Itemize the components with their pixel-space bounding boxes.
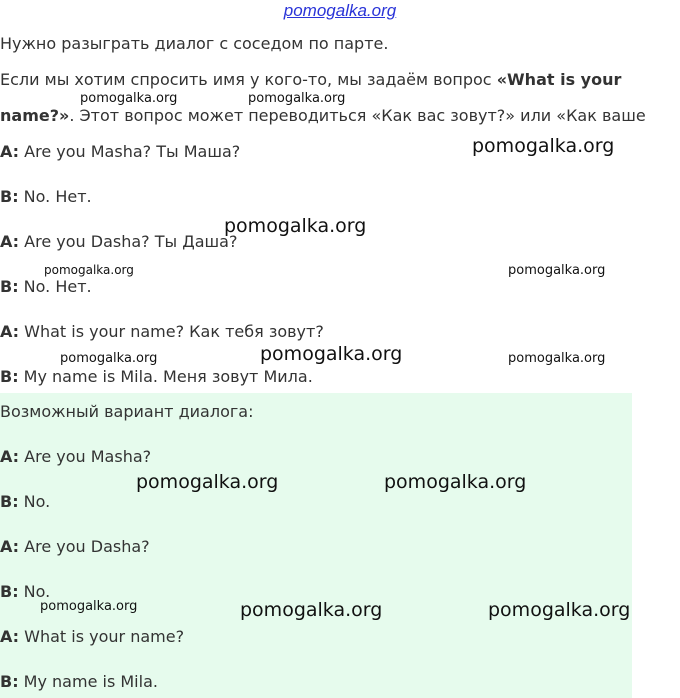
watermark: pomogalka.org [240,599,383,621]
speaker-label: A: [0,537,20,556]
speaker-label: A: [0,447,20,466]
watermark: pomogalka.org [508,263,606,278]
line-text: What is your name? Как тебя зовут? [19,322,324,341]
variant-line [0,492,50,512]
watermark: pomogalka.org [44,263,134,277]
speaker-label: B: [0,672,19,691]
speaker-label: A: [0,142,20,161]
watermark: pomogalka.org [260,343,403,365]
watermark: pomogalka.org [80,91,178,106]
watermark: pomogalka.org [248,91,346,106]
example-line [0,142,240,162]
speaker-label: A: [0,232,20,251]
variant-heading: Возможный вариант диалога: [0,402,254,421]
variant-line [0,627,184,647]
line-text: Are you Dasha? [19,537,150,556]
intro-line-2 [0,70,621,90]
variant-line [0,447,151,467]
speaker-label: B: [0,277,19,296]
line-text: What is your name? [19,627,185,646]
watermark: pomogalka.org [40,599,138,614]
example-line [0,232,237,252]
watermark: pomogalka.org [472,135,615,157]
speaker-label: B: [0,492,19,511]
watermark: pomogalka.org [60,351,158,366]
line-text: No. [18,582,51,601]
watermark: pomogalka.org [488,599,631,621]
intro-line-3-text: . Этот вопрос может переводиться «Как вас зовут?» или «Как ваше [69,106,646,125]
watermark: pomogalka.org [384,471,527,493]
intro-question-part-2: name?» [0,106,70,125]
line-text: No. [18,492,51,511]
variant-line [0,537,150,557]
speaker-label: A: [0,322,20,341]
example-line [0,277,92,297]
watermark: pomogalka.org [508,351,606,366]
speaker-label: B: [0,367,19,386]
speaker-label: B: [0,187,19,206]
variant-line [0,672,158,692]
intro-line-2-text: Если мы хотим спросить имя у кого-то, мы задаём вопрос [0,70,497,89]
line-text: My name is Mila. Меня зовут Мила. [18,367,313,386]
site-logo[interactable]: pomogalka.org [283,1,397,20]
speaker-label: B: [0,582,19,601]
line-text: Are you Masha? [19,447,152,466]
line-text: Are you Dasha? Ты Даша? [19,232,238,251]
intro-question-part-1: «What is your [496,70,622,89]
watermark: pomogalka.org [224,215,367,237]
line-text: Are you Masha? Ты Маша? [19,142,241,161]
intro-line-1: Нужно разыграть диалог с соседом по парте. [0,34,389,53]
example-line [0,367,313,387]
example-line [0,322,324,342]
intro-line-3 [0,106,646,126]
line-text: No. Нет. [18,277,92,296]
line-text: My name is Mila. [18,672,158,691]
line-text: No. Нет. [18,187,92,206]
speaker-label: A: [0,627,20,646]
example-line [0,187,92,207]
watermark: pomogalka.org [136,471,279,493]
